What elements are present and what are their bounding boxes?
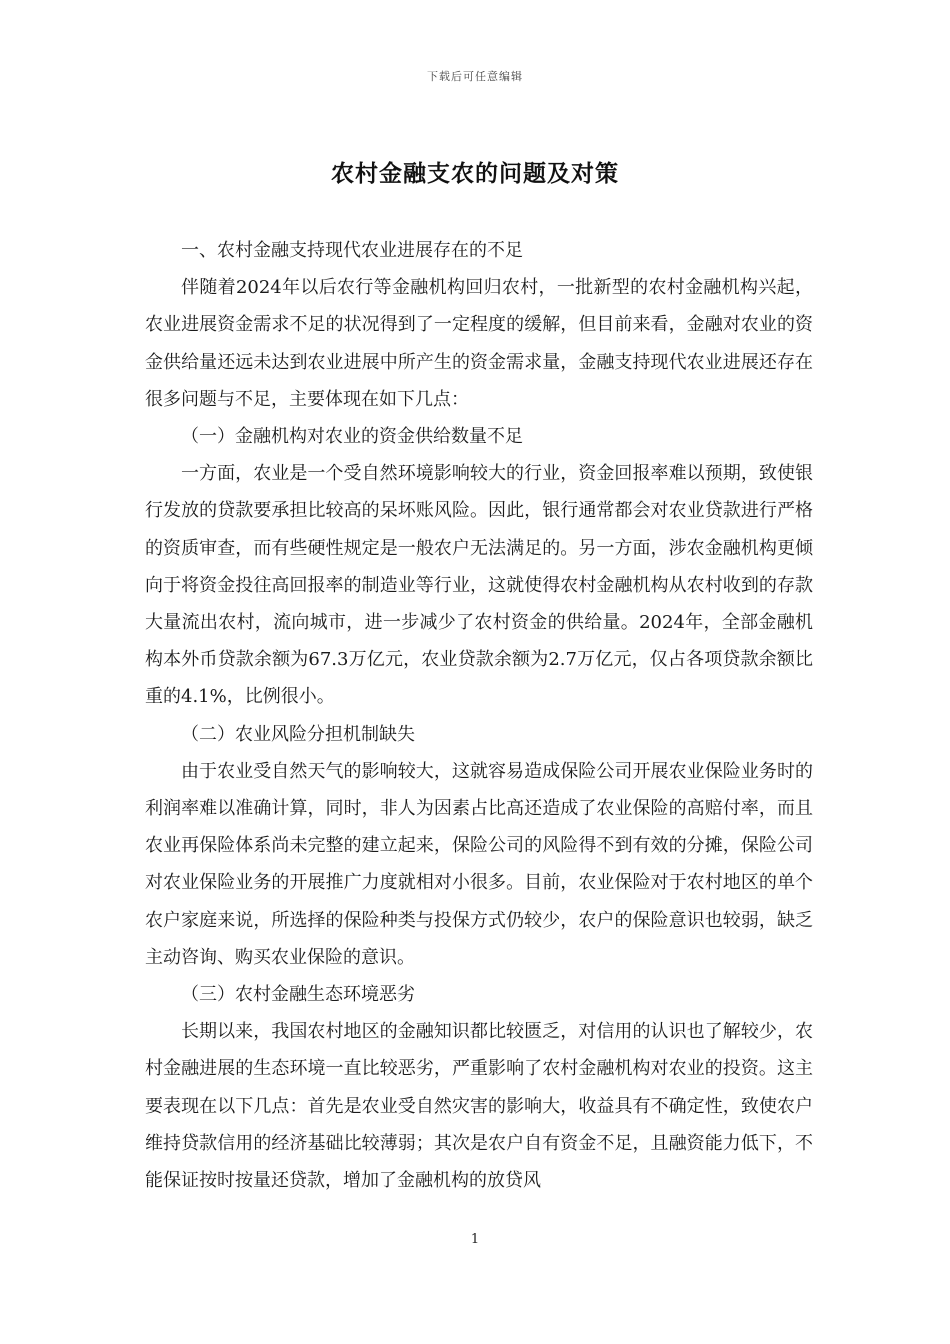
document-title: 农村金融支农的问题及对策 — [331, 161, 619, 187]
paragraph-supply: 一方面，农业是一个受自然环境影响较大的行业，资金回报率难以预期，致使银行发放的贷款要承担比较高的呆坏账风险。因此，银行通常都会对农业贷款进行严格的资质审查，而有些硬性规定是一般农户无法满足的。另一方面，涉农金融机构更倾向于将资金投往高回报率的制造业等行业，这就使得农村金融机构从农村收到的存款大量流出农村，流向城市，进一步减少了农村资金的供给量。2024年，全部金融机构本外币贷款余额为67.3万亿元，农业贷款余额为2.7万亿元，仅占各项贷款余额比重的4.1%，比例很小。 — [145, 463, 813, 708]
subsection-heading-2: （二）农业风险分担机制缺失 — [181, 723, 415, 745]
page-number: 1 — [470, 1232, 480, 1247]
section-heading-1: 一、农村金融支持现代农业进展存在的不足 — [181, 240, 523, 261]
subsection-heading-1: （一）金融机构对农业的资金供给数量不足 — [181, 426, 523, 448]
paragraph-risk: 由于农业受自然天气的影响较大，这就容易造成保险公司开展农业保险业务时的利润率难以准确计算，同时，非人为因素占比高还造成了农业保险的高赔付率，而且农业再保险体系尚未完整的建立起来，保险公司的风险得不到有效的分摊，保险公司对农业保险业务的开展推广力度就相对小很多。目前，农业保险对于农村地区的单个农户家庭来说，所选择的保险种类与投保方式仍较少，农户的保险意识也较弱，缺乏主动咨询、购买农业保险的意识。 — [145, 760, 813, 968]
subsection-heading-3: （三）农村金融生态环境恶劣 — [181, 984, 415, 1006]
header-note: 下载后可任意编辑 — [427, 70, 523, 83]
paragraph-ecology: 长期以来，我国农村地区的金融知识都比较匮乏，对信用的认识也了解较少，农村金融进展的生态环境一直比较恶劣，严重影响了农村金融机构对农业的投资。这主要表现在以下几点：首先是农业受自然灾害的影响大，收益具有不确定性，致使农户维持贷款信用的经济基础比较薄弱；其次是农户自有资金不足，且融资能力低下，不能保证按时按量还贷款，增加了金融机构的放贷风 — [145, 1021, 813, 1192]
paragraph-intro: 伴随着2024年以后农行等金融机构回归农村，一批新型的农村金融机构兴起，农业进展资金需求不足的状况得到了一定程度的缓解，但目前来看，金融对农业的资金供给量还远未达到农业进展中所产生的资金需求量，金融支持现代农业进展还存在很多问题与不足，主要体现在如下几点： — [145, 277, 813, 410]
document-body — [145, 232, 813, 1199]
